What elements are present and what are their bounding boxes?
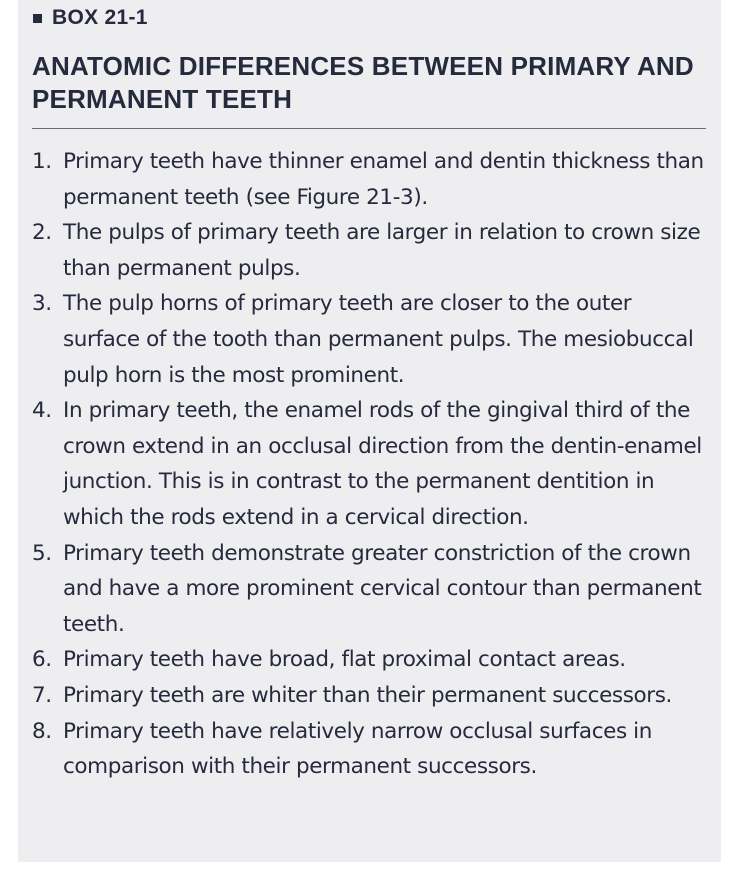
square-bullet-icon — [33, 14, 42, 23]
list-item-8 — [32, 714, 714, 785]
list-item-number: 1. — [32, 149, 52, 174]
list-item-2 — [32, 215, 714, 286]
box-title: ANATOMIC DIFFERENCES BETWEEN PRIMARY AND PERMANENT TEETH — [32, 51, 694, 114]
list-item-number: 4. — [32, 398, 52, 424]
list-item-number: 5. — [32, 540, 52, 566]
list-item-text: Primary teeth are whiter than their permanent successors. — [63, 682, 672, 708]
box-panel — [18, 0, 721, 862]
box-label — [33, 6, 148, 30]
differences-list — [32, 144, 714, 785]
list-item-3 — [32, 286, 714, 393]
list-item-text: In primary teeth, the enamel rods of the gingival third of the crown extend in an occlusal direction from the dentin-enamel junction. This is in contrast to the permanent dentition in which the rods extend in a cervical direction. — [63, 398, 702, 530]
list-item-number: 6. — [32, 647, 52, 673]
list-item-5 — [32, 536, 714, 643]
list-item-text: Primary teeth demonstrate greater constriction of the crown and have a more prominent cervical contour than permanent teeth. — [63, 540, 702, 637]
title-divider — [32, 128, 706, 129]
list-item-number: 2. — [32, 220, 52, 246]
list-item-6 — [32, 642, 714, 678]
list-item-1 — [32, 144, 714, 215]
list-item-4 — [32, 393, 714, 535]
list-item-text: Primary teeth have broad, flat proximal contact areas. — [63, 647, 626, 673]
list-item-text: Primary teeth have relatively narrow occlusal surfaces in comparison with their permanent successors. — [63, 718, 652, 780]
list-item-text: Primary teeth have thinner enamel and dentin thickness than permanent teeth (see Figure 21-3). — [63, 149, 704, 210]
list-item-text: The pulps of primary teeth are larger in relation to crown size than permanent pulps. — [63, 220, 701, 281]
list-item-text: The pulp horns of primary teeth are closer to the outer surface of the tooth than permanent pulps. The mesiobuccal pulp horn is the most prominent. — [63, 291, 694, 388]
list-item-number: 3. — [32, 291, 52, 317]
list-item-7 — [32, 678, 714, 714]
box-label-text: BOX 21-1 — [52, 6, 148, 29]
list-item-number: 7. — [32, 682, 52, 708]
list-item-number: 8. — [32, 718, 52, 744]
